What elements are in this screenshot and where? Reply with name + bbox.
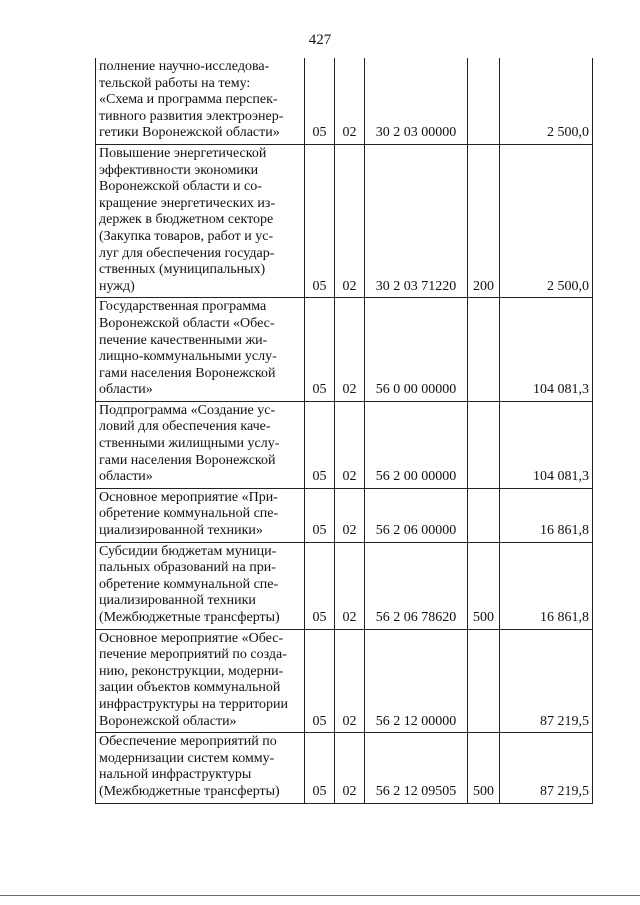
row-name-cell: Повышение энергетической эффективности экономики Воронежской области и со- кращение энергетических из- держек в бюджетном секторе (Закупка товаров, работ и ус- луг для обеспечения государ- ственных (муниципальных) нужд) [96, 144, 305, 297]
section-cell: 05 [305, 629, 335, 733]
subsection-cell: 02 [335, 298, 365, 402]
target-article-cell: 30 2 03 00000 [365, 58, 468, 144]
table-row [96, 58, 593, 144]
expense-type-cell: 200 [468, 144, 500, 297]
expense-type-cell [468, 401, 500, 488]
amount-cell: 104 081,3 [500, 298, 593, 402]
amount-cell: 2 500,0 [500, 144, 593, 297]
expense-type-cell: 500 [468, 542, 500, 629]
amount-cell: 2 500,0 [500, 58, 593, 144]
target-article-cell: 56 2 06 00000 [365, 488, 468, 542]
page-number: 427 [308, 32, 332, 48]
section-cell: 05 [305, 542, 335, 629]
target-article-cell: 30 2 03 71220 [365, 144, 468, 297]
amount-cell: 87 219,5 [500, 733, 593, 803]
subsection-cell: 02 [335, 542, 365, 629]
page-bottom-rule [0, 895, 640, 896]
expense-type-cell [468, 298, 500, 402]
expense-type-cell [468, 629, 500, 733]
subsection-cell: 02 [335, 629, 365, 733]
section-cell: 05 [305, 401, 335, 488]
section-cell: 05 [305, 488, 335, 542]
target-article-cell: 56 2 12 09505 [365, 733, 468, 803]
target-article-cell: 56 2 12 00000 [365, 629, 468, 733]
section-cell: 05 [305, 733, 335, 803]
amount-cell: 104 081,3 [500, 401, 593, 488]
section-cell: 05 [305, 144, 335, 297]
subsection-cell: 02 [335, 401, 365, 488]
target-article-cell: 56 2 06 78620 [365, 542, 468, 629]
target-article-cell: 56 0 00 00000 [365, 298, 468, 402]
table-row [96, 733, 593, 803]
target-article-cell: 56 2 00 00000 [365, 401, 468, 488]
row-name-cell: Основное мероприятие «Обес- печение мероприятий по созда- нию, реконструкции, модерни- зации объектов коммунальной инфраструктуры на территории Воронежской области» [96, 629, 305, 733]
expense-type-cell: 500 [468, 733, 500, 803]
subsection-cell: 02 [335, 488, 365, 542]
row-name-cell: Государственная программа Воронежской области «Обес- печение качественными жи- лищно-коммунальными услу- гами населения Воронежской области» [96, 298, 305, 402]
row-name-cell: Основное мероприятие «При- обретение коммунальной спе- циализированной техники» [96, 488, 305, 542]
expense-type-cell [468, 58, 500, 144]
budget-table [95, 58, 593, 804]
row-name-cell: Обеспечение мероприятий по модернизации систем комму- нальной инфраструктуры (Межбюджетные трансферты) [96, 733, 305, 803]
table-row [96, 144, 593, 297]
subsection-cell: 02 [335, 144, 365, 297]
table-row [96, 488, 593, 542]
table-row [96, 298, 593, 402]
row-name-cell: Субсидии бюджетам муници- пальных образований на при- обретение коммунальной спе- циализированной техники (Межбюджетные трансферты) [96, 542, 305, 629]
amount-cell: 16 861,8 [500, 488, 593, 542]
row-name-cell: Подпрограмма «Создание ус- ловий для обеспечения каче- ственными жилищными услу- гами населения Воронежской области» [96, 401, 305, 488]
amount-cell: 16 861,8 [500, 542, 593, 629]
section-cell: 05 [305, 58, 335, 144]
subsection-cell: 02 [335, 733, 365, 803]
table-row [96, 401, 593, 488]
subsection-cell: 02 [335, 58, 365, 144]
amount-cell: 87 219,5 [500, 629, 593, 733]
table-row [96, 542, 593, 629]
expense-type-cell [468, 488, 500, 542]
row-name-cell: полнение научно-исследова- тельской работы на тему: «Схема и программа перспек- тивного развития электроэнер- гетики Воронежской области» [96, 58, 305, 144]
section-cell: 05 [305, 298, 335, 402]
table-row [96, 629, 593, 733]
